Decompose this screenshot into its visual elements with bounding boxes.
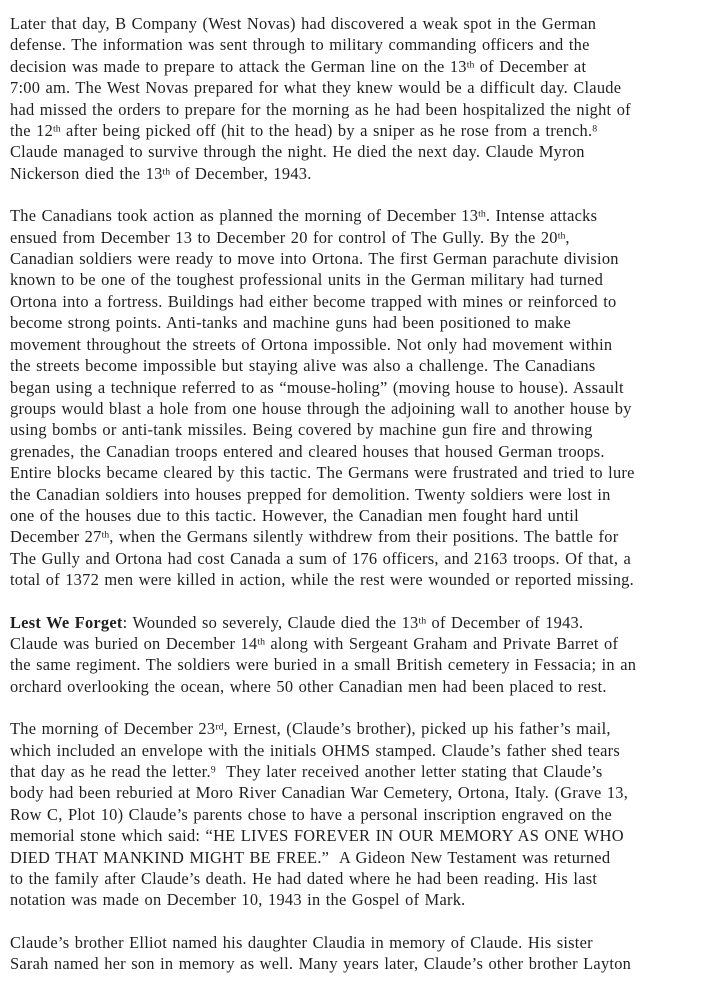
- text-run: They later received another letter stating that Claude’s: [215, 762, 603, 781]
- text-run: of December, 1943.: [170, 163, 312, 183]
- text-run: of December of 1943.: [426, 612, 584, 632]
- text-run: defense. The information was sent through to military commanding officers and the: [10, 35, 590, 55]
- text-run: the same regiment. The soldiers were buried in a small British cemetery in Fessacia; in an: [10, 655, 637, 675]
- text-run: which included an envelope with the initials OHMS stamped. Claude’s father shed tears: [10, 740, 620, 760]
- text-run: that day as he read the letter.: [10, 762, 211, 781]
- text-run: Entire blocks became cleared by this tactic. The Germans were frustrated and tried to lure: [10, 463, 635, 483]
- text-run: body had been reburied at Moro River Canadian War Cemetery, Ortona, Italy. (Grave 13,: [10, 783, 629, 803]
- superscript: th: [53, 123, 61, 135]
- text-run: along with Sergeant Graham and Private Barret of: [265, 633, 619, 653]
- text-run: ,: [565, 227, 570, 247]
- text-run: orchard overlooking the ocean, where 50 other Canadian men had been placed to rest.: [10, 676, 607, 696]
- superscript: th: [101, 529, 110, 541]
- text-run: The Canadians took action as planned the morning of December 13: [10, 206, 479, 226]
- paragraph: [10, 13, 692, 184]
- superscript: 9: [210, 764, 216, 776]
- text-run: Claude’s brother Elliot named his daughter Claudia in memory of Claude. His sister: [10, 932, 593, 952]
- text-run: the 12: [10, 121, 54, 141]
- text-run: notation was made on December 10, 1943 in the Gospel of Mark.: [10, 890, 466, 910]
- text-run: become strong points. Anti-tanks and machine guns had been positioned to make: [10, 313, 572, 333]
- text-run: Sarah named her son in memory as well. Many years later, Claude’s other brother Layton: [10, 954, 632, 974]
- superscript: th: [478, 208, 486, 220]
- superscript: th: [418, 615, 427, 627]
- superscript: 8: [592, 123, 598, 135]
- superscript: th: [162, 166, 171, 178]
- document-body: [10, 13, 692, 975]
- text-run: known to be one of the toughest professional units in the German military had turned: [10, 270, 604, 290]
- text-run: of December at: [474, 56, 587, 76]
- text-run: , Ernest, (Claude’s brother), picked up his father’s mail,: [223, 719, 611, 739]
- text-run: to the family after Claude’s death. He had dated where he had been reading. His last: [10, 869, 598, 889]
- text-run: 7:00 am. The West Novas prepared for what they knew would be a difficult day. Claude: [10, 78, 622, 98]
- text-run: Claude was buried on December 14: [10, 633, 258, 653]
- text-run: one of the houses due to this tactic. However, the Canadian men fought hard until: [10, 505, 579, 525]
- superscript: rd: [215, 721, 224, 733]
- text-run: Later that day, B Company (West Novas) had discovered a weak spot in the German: [10, 14, 597, 33]
- text-run: : Wounded so severely, Claude died the 13: [122, 612, 419, 632]
- text-run: DIED THAT MANKIND MIGHT BE FREE.” A Gideon New Testament was returned: [10, 847, 611, 867]
- text-run: Ortona into a fortress. Buildings had either become trapped with mines or reinforced to: [10, 291, 617, 311]
- superscript: th: [557, 230, 566, 242]
- bold-text: Lest We Forget: [10, 612, 123, 632]
- text-run: total of 1372 men were killed in action, while the rest were wounded or reported missing.: [10, 570, 634, 590]
- paragraph: [10, 205, 692, 590]
- text-run: using bombs or anti-tank missiles. Being covered by machine gun fire and throwing: [10, 420, 593, 440]
- text-run: the Canadian soldiers into houses prepped for demolition. Twenty soldiers were lost in: [10, 484, 611, 504]
- text-run: began using a technique referred to as “mouse-holing” (moving house to house). Assault: [10, 377, 624, 397]
- text-run: after being picked off (hit to the head) by a sniper as he rose from a trench.: [60, 121, 593, 141]
- text-run: movement throughout the streets of Ortona impossible. Not only had movement within: [10, 334, 613, 354]
- text-run: Nickerson died the 13: [10, 163, 163, 183]
- text-run: decision was made to prepare to attack the German line on the 13: [10, 56, 467, 76]
- text-run: grenades, the Canadian troops entered and cleared houses that housed German troops.: [10, 441, 605, 461]
- text-run: December 27: [10, 527, 102, 547]
- text-run: . Intense attacks: [485, 206, 598, 226]
- text-run: , when the Germans silently withdrew from their positions. The battle for: [109, 527, 619, 547]
- paragraph: [10, 612, 692, 698]
- text-run: Claude managed to survive through the night. He died the next day. Claude Myron: [10, 142, 585, 162]
- superscript: th: [466, 59, 475, 71]
- text-run: groups would blast a hole from one house through the adjoining wall to another house by: [10, 398, 632, 418]
- paragraph: [10, 932, 692, 975]
- text-run: Canadian soldiers were ready to move into Ortona. The first German parachute division: [10, 249, 619, 269]
- text-run: ensued from December 13 to December 20 for control of The Gully. By the 20: [10, 227, 558, 247]
- paragraph: [10, 718, 692, 911]
- text-run: the streets become impossible but staying alive was also a challenge. The Canadians: [10, 356, 596, 376]
- text-run: The Gully and Ortona had cost Canada a sum of 176 officers, and 2163 troops. Of that, a: [10, 548, 632, 568]
- text-run: had missed the orders to prepare for the morning as he had been hospitalized the night of: [10, 99, 631, 119]
- superscript: th: [257, 636, 266, 648]
- text-run: memorial stone which said: “HE LIVES FOREVER IN OUR MEMORY AS ONE WHO: [10, 826, 624, 846]
- text-run: The morning of December 23: [10, 719, 216, 739]
- text-run: Row C, Plot 10) Claude’s parents chose to have a personal inscription engraved on the: [10, 804, 612, 824]
